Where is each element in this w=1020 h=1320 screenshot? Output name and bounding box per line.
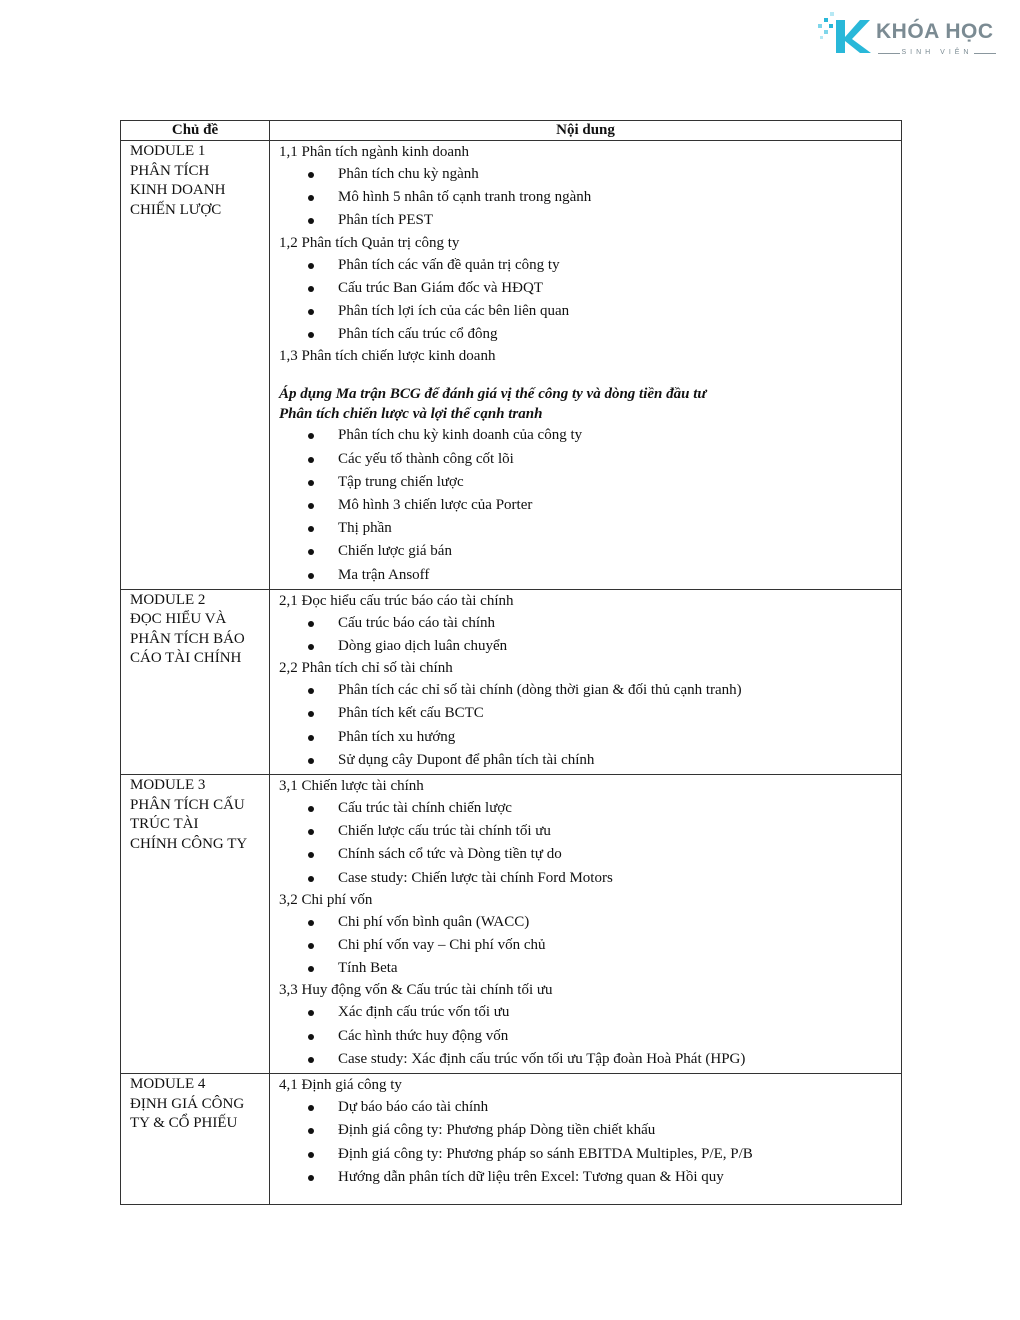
module-topic	[121, 589, 270, 774]
module-number: MODULE 4	[130, 1076, 206, 1093]
bullet-list	[279, 911, 893, 981]
list-item: Case study: Chiến lược tài chính Ford Motors	[338, 867, 893, 890]
brand-name: KHÓA HỌC	[876, 20, 994, 43]
list-item: Các yếu tố thành công cốt lõi	[338, 448, 893, 471]
section-title: 3,1 Chiến lược tài chính	[279, 778, 424, 795]
list-item: Chiến lược giá bán	[338, 540, 893, 563]
topic-line: TRÚC TÀI	[130, 816, 199, 833]
bullet-list	[279, 254, 893, 347]
list-item: Phân tích lợi ích của các bên liên quan	[338, 300, 893, 323]
list-item: Cấu trúc báo cáo tài chính	[338, 612, 893, 635]
module-number: MODULE 2	[130, 591, 206, 608]
topic-line: TY & CỔ PHIẾU	[130, 1115, 238, 1132]
list-item: Sử dụng cây Dupont để phân tích tài chính	[338, 749, 893, 772]
module-row	[121, 775, 902, 1074]
bullet-list	[279, 612, 893, 658]
list-item: Định giá công ty: Phương pháp Dòng tiền chiết khấu	[338, 1119, 893, 1142]
list-item: Case study: Xác định cấu trúc vốn tối ưu Tập đoàn Hoà Phát (HPG)	[338, 1048, 893, 1071]
list-item: Phân tích kết cấu BCTC	[338, 702, 893, 725]
section-title: 2,2 Phân tích chỉ số tài chính	[279, 660, 453, 677]
header-content: Nội dung	[270, 121, 902, 141]
topic-line: PHÂN TÍCH BÁO	[130, 630, 245, 647]
module-content	[270, 775, 902, 1074]
topic-line: PHÂN TÍCH	[130, 162, 210, 179]
emphasis-line: Phân tích chiến lược và lợi thế cạnh tranh	[279, 405, 543, 422]
section-title: 3,2 Chi phí vốn	[279, 891, 373, 908]
bullet-list	[279, 163, 893, 233]
topic-line: ĐỊNH GIÁ CÔNG	[130, 1095, 245, 1112]
list-item: Cấu trúc Ban Giám đốc và HĐQT	[338, 277, 893, 300]
bullet-list	[279, 679, 893, 772]
list-item: Phân tích các chỉ số tài chính (dòng thời gian & đối thủ cạnh tranh)	[338, 679, 893, 702]
module-row	[121, 141, 902, 590]
list-item: Chi phí vốn bình quân (WACC)	[338, 911, 893, 934]
list-item: Phân tích chu kỳ ngành	[338, 163, 893, 186]
section-title: 1,2 Phân tích Quản trị công ty	[279, 234, 460, 251]
list-item: Thị phần	[338, 517, 893, 540]
section-title: 1,1 Phân tích ngành kinh doanh	[279, 144, 469, 160]
section-title: 4,1 Định giá công ty	[279, 1077, 402, 1094]
module-topic	[121, 141, 270, 590]
module-content	[270, 1074, 902, 1205]
topic-line: KINH DOANH	[130, 182, 226, 198]
list-item: Hướng dẫn phân tích dữ liệu trên Excel: Tương quan & Hồi quy	[338, 1166, 893, 1189]
brand-logo	[816, 10, 1006, 60]
logo-k-icon	[816, 10, 872, 58]
list-item: Xác định cấu trúc vốn tối ưu	[338, 1001, 893, 1024]
list-item: Phân tích cấu trúc cổ đông	[338, 323, 893, 346]
list-item: Chính sách cổ tức và Dòng tiền tự do	[338, 843, 893, 866]
module-topic	[121, 1074, 270, 1205]
list-item: Phân tích xu hướng	[338, 726, 893, 749]
section-title: 3,3 Huy động vốn & Cấu trúc tài chính tối ưu	[279, 982, 553, 999]
bullet-list	[279, 424, 893, 586]
module-row	[121, 589, 902, 774]
module-number: MODULE 3	[130, 777, 206, 794]
list-item: Các hình thức huy động vốn	[338, 1025, 893, 1048]
emphasis-line: Áp dụng Ma trận BCG để đánh giá vị thế công ty và dòng tiền đầu tư	[279, 386, 707, 403]
syllabus-table	[120, 120, 902, 1205]
list-item: Tính Beta	[338, 957, 893, 980]
topic-line: ĐỌC HIỂU VÀ	[130, 611, 227, 628]
list-item: Tập trung chiến lược	[338, 471, 893, 494]
list-item: Phân tích các vấn đề quản trị công ty	[338, 254, 893, 277]
header-topic: Chủ đề	[121, 121, 270, 141]
bullet-list	[279, 1096, 893, 1189]
list-item: Mô hình 5 nhân tố cạnh tranh trong ngành	[338, 186, 893, 209]
list-item: Chi phí vốn vay – Chi phí vốn chủ	[338, 934, 893, 957]
module-content	[270, 141, 902, 590]
bullet-list	[279, 1001, 893, 1071]
list-item: Phân tích chu kỳ kinh doanh của công ty	[338, 424, 893, 447]
list-item: Chiến lược cấu trúc tài chính tối ưu	[338, 820, 893, 843]
list-item: Phân tích PEST	[338, 209, 893, 232]
section-title: 1,3 Phân tích chiến lược kinh doanh	[279, 348, 496, 365]
topic-line: CHÍNH CÔNG TY	[130, 835, 248, 852]
list-item: Mô hình 3 chiến lược của Porter	[338, 494, 893, 517]
section-title: 2,1 Đọc hiểu cấu trúc báo cáo tài chính	[279, 592, 514, 609]
topic-line: CÁO TÀI CHÍNH	[130, 650, 242, 667]
module-number: MODULE 1	[130, 143, 206, 159]
topic-line: PHÂN TÍCH CẤU	[130, 796, 245, 813]
list-item: Định giá công ty: Phương pháp so sánh EBITDA Multiples, P/E, P/B	[338, 1143, 893, 1166]
spacer	[279, 367, 893, 385]
bullet-list	[279, 797, 893, 890]
module-topic	[121, 775, 270, 1074]
list-item: Dòng giao dịch luân chuyển	[338, 635, 893, 658]
list-item: Dự báo báo cáo tài chính	[338, 1096, 893, 1119]
brand-subtitle: SINH VIÊN	[878, 47, 996, 59]
topic-line: CHIẾN LƯỢC	[130, 201, 222, 218]
module-row	[121, 1074, 902, 1205]
list-item: Cấu trúc tài chính chiến lược	[338, 797, 893, 820]
list-item: Ma trận Ansoff	[338, 564, 893, 587]
module-content	[270, 589, 902, 774]
